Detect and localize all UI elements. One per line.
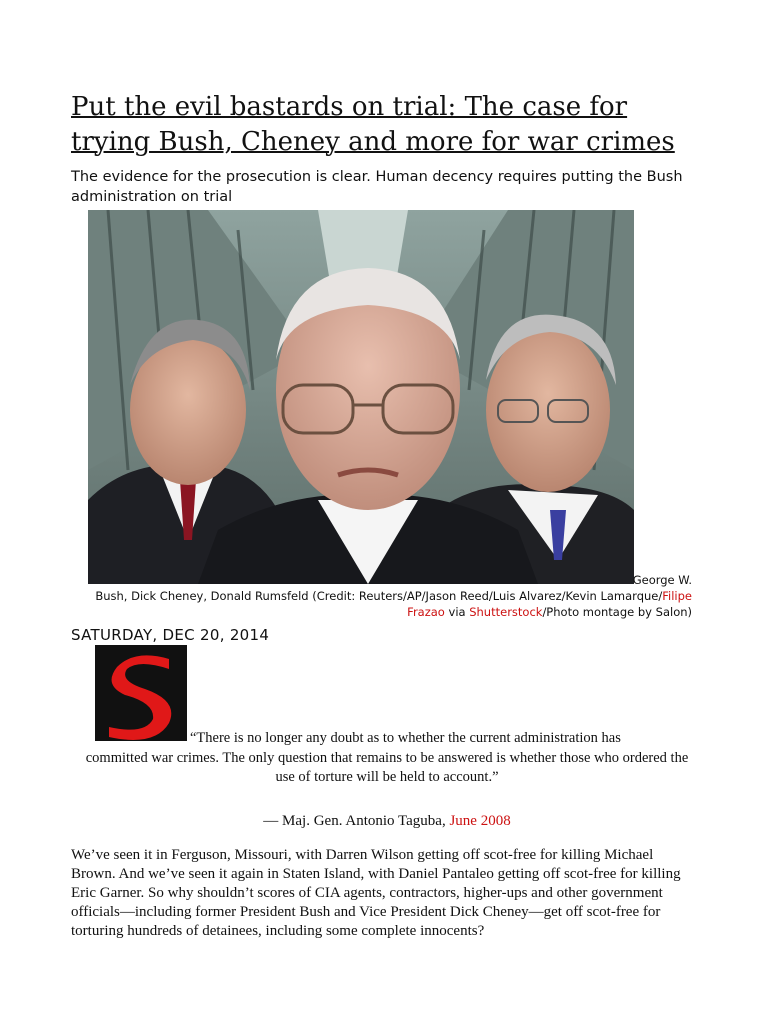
caption-tail: /Photo montage by Salon) <box>542 605 692 619</box>
photo-caption <box>80 572 692 620</box>
caption-link-filipe[interactable]: Filipe <box>662 589 692 603</box>
photo-montage-illustration <box>88 210 634 584</box>
quote-rest: committed war crimes. The only question that remains to be answered is whether those who ordered the use of torture will be held to account.” <box>85 749 689 785</box>
pull-quote <box>80 729 694 788</box>
salon-logo <box>95 645 187 741</box>
publish-date: SATURDAY, DEC 20, 2014 <box>71 626 270 644</box>
attribution-link[interactable]: June 2008 <box>449 813 511 829</box>
salon-s-logo-icon <box>95 645 187 741</box>
caption-line-1: George W. <box>632 573 692 587</box>
article-title: Put the evil bastards on trial: The case for trying Bush, Cheney and more for war crimes <box>71 92 675 157</box>
caption-link-frazao[interactable]: Frazao <box>407 605 445 619</box>
quote-attribution <box>80 813 694 830</box>
article-photo <box>88 210 634 584</box>
caption-link-shutterstock[interactable]: Shutterstock <box>469 605 543 619</box>
caption-via: via <box>444 605 470 619</box>
quote-line-1: “There is no longer any doubt as to whether the current administration has <box>190 730 621 746</box>
attribution-text: — Maj. Gen. Antonio Taguba, <box>263 813 450 829</box>
article-subtitle: The evidence for the prosecution is clear. Human decency requires putting the Bush administration on trial <box>71 169 683 205</box>
article-body-paragraph: We’ve seen it in Ferguson, Missouri, with Darren Wilson getting off scot-free for killing Michael Brown. And we’ve seen it again in Staten Island, with Daniel Pantaleo getting off scot-free for killing Eric Garner. So why shouldn’t scores of CIA agents, contractors, higher-ups and other government officials—including former President Bush and Vice President Dick Cheney—get off scot-free for torturing hundreds of detainees, including some complete innocents? <box>71 847 681 939</box>
caption-credits: Bush, Dick Cheney, Donald Rumsfeld (Credit: Reuters/AP/Jason Reed/Luis Alvarez/Kevin Lamarque/ <box>95 589 663 603</box>
